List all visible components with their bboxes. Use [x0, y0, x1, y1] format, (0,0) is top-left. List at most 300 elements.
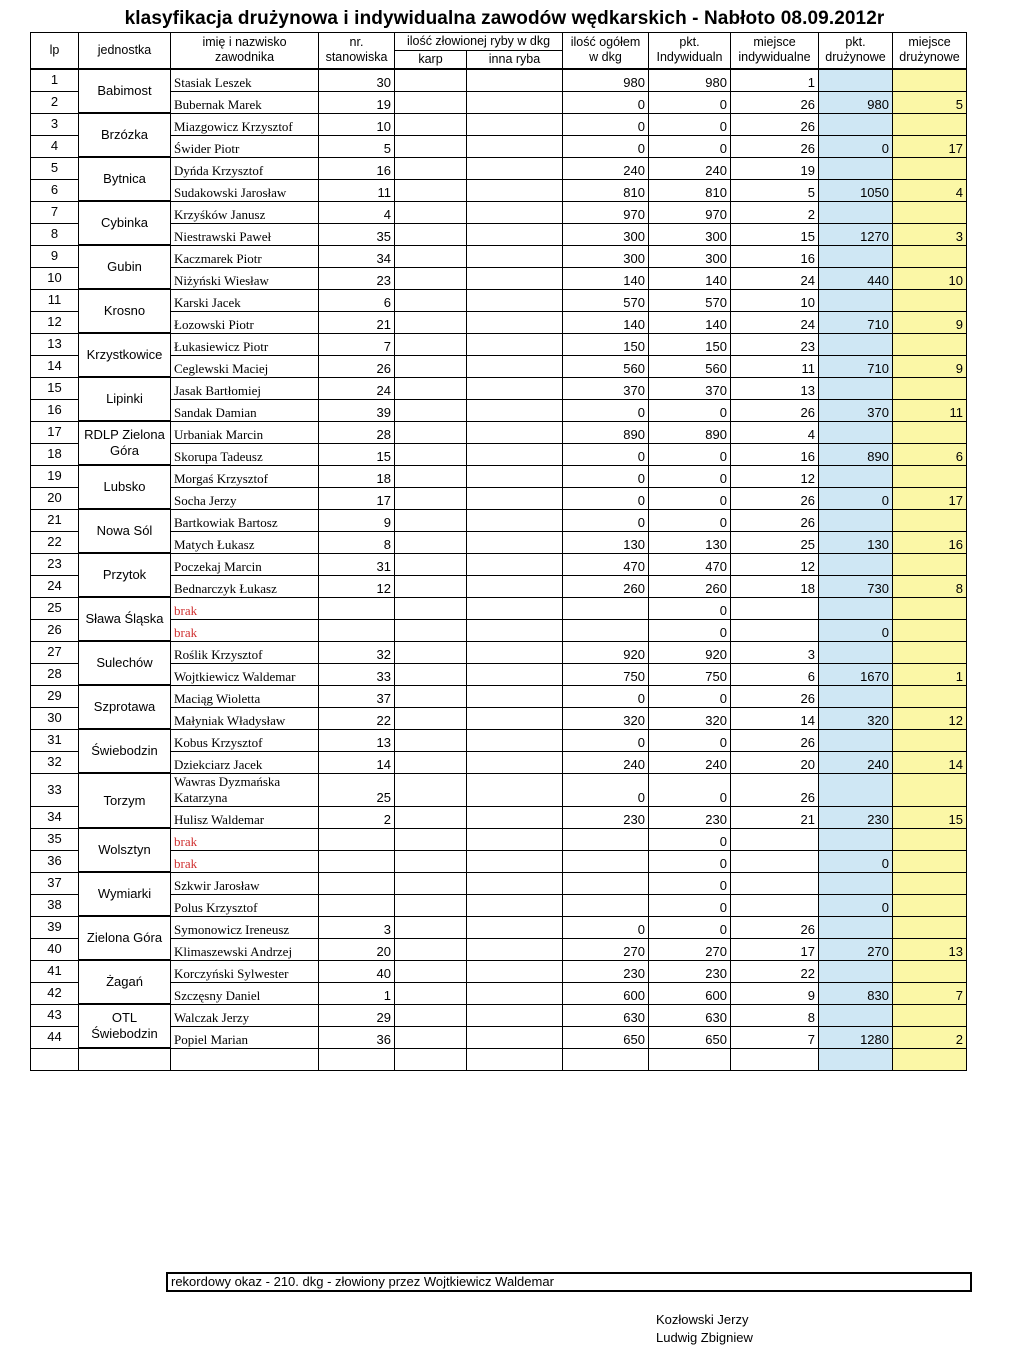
team-points-cell: 370	[819, 399, 893, 421]
team-points-cell: 0	[819, 894, 893, 916]
table-row	[31, 828, 967, 850]
station-cell: 10	[319, 113, 395, 135]
other-fish-cell	[467, 707, 563, 729]
unit-cell: Gubin	[79, 245, 171, 289]
team-points-cell: 320	[819, 707, 893, 729]
other-fish-cell	[467, 663, 563, 685]
team-place-cell	[893, 509, 967, 531]
total-cell: 0	[563, 399, 649, 421]
individual-points-cell: 560	[649, 355, 731, 377]
team-place-cell	[893, 641, 967, 663]
lp-cell: 12	[31, 311, 79, 333]
individual-points-cell: 630	[649, 1004, 731, 1026]
other-fish-cell	[467, 619, 563, 641]
individual-points-cell: 240	[649, 157, 731, 179]
total-cell: 140	[563, 267, 649, 289]
carp-cell	[395, 806, 467, 828]
unit-cell: Sulechów	[79, 641, 171, 685]
lp-cell: 11	[31, 289, 79, 311]
other-fish-cell	[467, 894, 563, 916]
other-fish-cell	[467, 399, 563, 421]
header-individual-place: miejsce indywidualne	[731, 33, 819, 69]
lp-cell: 16	[31, 399, 79, 421]
other-fish-cell	[467, 311, 563, 333]
competitor-name: Kobus Krzysztof	[171, 729, 319, 751]
other-fish-cell	[467, 157, 563, 179]
individual-place-cell: 26	[731, 91, 819, 113]
lp-cell: 3	[31, 113, 79, 135]
individual-place-cell: 3	[731, 641, 819, 663]
unit-cell: Bytnica	[79, 157, 171, 201]
station-cell: 26	[319, 355, 395, 377]
team-points-cell: 890	[819, 443, 893, 465]
total-cell: 0	[563, 113, 649, 135]
carp-cell	[395, 289, 467, 311]
competitor-name: Szczęsny Daniel	[171, 982, 319, 1004]
competitor-name: Wojtkiewicz Waldemar	[171, 663, 319, 685]
other-fish-cell	[467, 641, 563, 663]
total-cell: 230	[563, 806, 649, 828]
competitor-name: Łozowski Piotr	[171, 311, 319, 333]
lp-cell: 13	[31, 333, 79, 355]
unit-cell: Sława Śląska	[79, 597, 171, 641]
station-cell: 40	[319, 960, 395, 982]
total-cell	[563, 850, 649, 872]
team-place-cell	[893, 113, 967, 135]
header-carp: karp	[395, 51, 467, 69]
carp-cell	[395, 773, 467, 806]
lp-cell: 29	[31, 685, 79, 707]
empty-cell	[31, 1048, 79, 1071]
other-fish-cell	[467, 509, 563, 531]
table-row	[31, 465, 967, 487]
individual-points-cell: 810	[649, 179, 731, 201]
competitor-name: Kaczmarek Piotr	[171, 245, 319, 267]
competitor-name: Bednarczyk Łukasz	[171, 575, 319, 597]
lp-cell: 40	[31, 938, 79, 960]
carp-cell	[395, 1004, 467, 1026]
station-cell: 6	[319, 289, 395, 311]
team-points-cell	[819, 201, 893, 223]
individual-place-cell: 20	[731, 751, 819, 773]
carp-cell	[395, 135, 467, 157]
lp-cell: 26	[31, 619, 79, 641]
team-points-cell: 0	[819, 135, 893, 157]
competitor-name: brak	[171, 597, 319, 619]
station-cell: 20	[319, 938, 395, 960]
team-points-cell	[819, 872, 893, 894]
total-cell: 150	[563, 333, 649, 355]
carp-cell	[395, 1026, 467, 1048]
individual-place-cell: 2	[731, 201, 819, 223]
competitor-name: Jasak Bartłomiej	[171, 377, 319, 399]
total-cell: 570	[563, 289, 649, 311]
individual-place-cell: 26	[731, 135, 819, 157]
carp-cell	[395, 575, 467, 597]
lp-cell: 17	[31, 421, 79, 443]
lp-cell: 43	[31, 1004, 79, 1026]
table-row	[31, 575, 967, 597]
table-row	[31, 289, 967, 311]
header-other-fish: inna ryba	[467, 51, 563, 69]
other-fish-cell	[467, 773, 563, 806]
individual-points-cell: 920	[649, 641, 731, 663]
lp-cell: 24	[31, 575, 79, 597]
other-fish-cell	[467, 377, 563, 399]
individual-place-cell: 26	[731, 729, 819, 751]
competitor-name: Krzyśków Janusz	[171, 201, 319, 223]
lp-cell: 33	[31, 773, 79, 806]
individual-place-cell: 16	[731, 443, 819, 465]
individual-place-cell: 26	[731, 113, 819, 135]
carp-cell	[395, 641, 467, 663]
team-place-cell	[893, 333, 967, 355]
table-row	[31, 399, 967, 421]
station-cell: 30	[319, 69, 395, 92]
competitor-name: Popiel Marian	[171, 1026, 319, 1048]
table-row	[31, 641, 967, 663]
other-fish-cell	[467, 916, 563, 938]
station-cell: 9	[319, 509, 395, 531]
individual-place-cell: 26	[731, 685, 819, 707]
total-cell	[563, 597, 649, 619]
individual-points-cell: 240	[649, 751, 731, 773]
total-cell: 0	[563, 487, 649, 509]
other-fish-cell	[467, 245, 563, 267]
table-row	[31, 597, 967, 619]
individual-points-cell: 0	[649, 487, 731, 509]
competitor-name: Miazgowicz Krzysztof	[171, 113, 319, 135]
team-points-cell	[819, 773, 893, 806]
unit-cell: OTL Świebodzin	[79, 1004, 171, 1048]
competitor-name: Dziekciarz Jacek	[171, 751, 319, 773]
other-fish-cell	[467, 135, 563, 157]
other-fish-cell	[467, 487, 563, 509]
carp-cell	[395, 850, 467, 872]
individual-points-cell: 980	[649, 69, 731, 92]
unit-cell: Torzym	[79, 773, 171, 828]
table-row	[31, 1026, 967, 1048]
other-fish-cell	[467, 91, 563, 113]
other-fish-cell	[467, 531, 563, 553]
competitor-name: Karski Jacek	[171, 289, 319, 311]
individual-place-cell: 13	[731, 377, 819, 399]
individual-points-cell: 0	[649, 685, 731, 707]
carp-cell	[395, 894, 467, 916]
lp-cell: 2	[31, 91, 79, 113]
table-row	[31, 872, 967, 894]
lp-cell: 36	[31, 850, 79, 872]
team-place-cell	[893, 916, 967, 938]
lp-cell: 7	[31, 201, 79, 223]
competitor-name: Poczekaj Marcin	[171, 553, 319, 575]
lp-cell: 44	[31, 1026, 79, 1048]
table-row	[31, 751, 967, 773]
table-row	[31, 201, 967, 223]
team-place-cell: 12	[893, 707, 967, 729]
table-row	[31, 311, 967, 333]
competitor-name: Morgaś Krzysztof	[171, 465, 319, 487]
competitor-name: Małyniak Władysław	[171, 707, 319, 729]
individual-points-cell: 0	[649, 850, 731, 872]
team-points-cell: 1670	[819, 663, 893, 685]
team-place-cell: 4	[893, 179, 967, 201]
station-cell: 11	[319, 179, 395, 201]
individual-points-cell: 0	[649, 597, 731, 619]
individual-place-cell: 7	[731, 1026, 819, 1048]
table-row	[31, 685, 967, 707]
team-place-cell	[893, 872, 967, 894]
other-fish-cell	[467, 289, 563, 311]
unit-cell: Przytok	[79, 553, 171, 597]
team-points-cell	[819, 245, 893, 267]
header-name: imię i nazwisko zawodnika	[171, 33, 319, 69]
total-cell: 980	[563, 69, 649, 92]
individual-place-cell: 11	[731, 355, 819, 377]
carp-cell	[395, 443, 467, 465]
lp-cell: 5	[31, 157, 79, 179]
total-cell: 300	[563, 245, 649, 267]
individual-place-cell: 9	[731, 982, 819, 1004]
competitor-name: Polus Krzysztof	[171, 894, 319, 916]
lp-cell: 30	[31, 707, 79, 729]
team-place-cell: 9	[893, 355, 967, 377]
unit-cell: Zielona Góra	[79, 916, 171, 960]
individual-place-cell: 6	[731, 663, 819, 685]
individual-points-cell: 650	[649, 1026, 731, 1048]
lp-cell: 42	[31, 982, 79, 1004]
document-title: klasyfikacja drużynowa i indywidualna zawodów wędkarskich - Nabłoto 08.09.2012r	[124, 8, 885, 29]
competitor-name: Roślik Krzysztof	[171, 641, 319, 663]
station-cell: 39	[319, 399, 395, 421]
lp-cell: 9	[31, 245, 79, 267]
team-place-cell: 13	[893, 938, 967, 960]
station-cell: 19	[319, 91, 395, 113]
individual-place-cell: 23	[731, 333, 819, 355]
station-cell: 34	[319, 245, 395, 267]
team-points-cell	[819, 729, 893, 751]
team-place-cell	[893, 377, 967, 399]
carp-cell	[395, 465, 467, 487]
lp-cell: 14	[31, 355, 79, 377]
table-row	[31, 938, 967, 960]
individual-place-cell: 18	[731, 575, 819, 597]
station-cell: 21	[319, 311, 395, 333]
carp-cell	[395, 729, 467, 751]
total-cell	[563, 894, 649, 916]
total-cell: 260	[563, 575, 649, 597]
individual-place-cell: 24	[731, 267, 819, 289]
lp-cell: 8	[31, 223, 79, 245]
other-fish-cell	[467, 201, 563, 223]
individual-points-cell: 0	[649, 619, 731, 641]
carp-cell	[395, 531, 467, 553]
other-fish-cell	[467, 421, 563, 443]
other-fish-cell	[467, 333, 563, 355]
team-place-cell: 7	[893, 982, 967, 1004]
results-table	[30, 32, 967, 1071]
individual-points-cell: 0	[649, 773, 731, 806]
lp-cell: 34	[31, 806, 79, 828]
team-place-cell	[893, 597, 967, 619]
carp-cell	[395, 333, 467, 355]
other-fish-cell	[467, 982, 563, 1004]
total-cell	[563, 828, 649, 850]
other-fish-cell	[467, 179, 563, 201]
table-row	[31, 135, 967, 157]
team-place-cell	[893, 729, 967, 751]
header-lp: lp	[31, 33, 79, 69]
individual-place-cell	[731, 872, 819, 894]
individual-points-cell: 750	[649, 663, 731, 685]
individual-points-cell: 0	[649, 894, 731, 916]
individual-points-cell: 0	[649, 135, 731, 157]
competitor-name: Bartkowiak Bartosz	[171, 509, 319, 531]
competitor-name: Socha Jerzy	[171, 487, 319, 509]
unit-cell: RDLP Zielona Góra	[79, 421, 171, 465]
team-place-cell: 14	[893, 751, 967, 773]
individual-place-cell: 8	[731, 1004, 819, 1026]
table-row	[31, 69, 967, 92]
individual-points-cell: 600	[649, 982, 731, 1004]
competitor-name: Stasiak Leszek	[171, 69, 319, 92]
table-row	[31, 267, 967, 289]
carp-cell	[395, 597, 467, 619]
total-cell: 230	[563, 960, 649, 982]
other-fish-cell	[467, 355, 563, 377]
individual-place-cell: 26	[731, 399, 819, 421]
total-cell: 240	[563, 157, 649, 179]
individual-place-cell: 17	[731, 938, 819, 960]
total-cell: 0	[563, 91, 649, 113]
empty-cell	[319, 1048, 395, 1071]
carp-cell	[395, 223, 467, 245]
results-body	[31, 69, 967, 1071]
lp-cell: 32	[31, 751, 79, 773]
individual-place-cell: 14	[731, 707, 819, 729]
individual-points-cell: 230	[649, 960, 731, 982]
lp-cell: 28	[31, 663, 79, 685]
table-row	[31, 663, 967, 685]
individual-place-cell: 25	[731, 531, 819, 553]
total-cell: 0	[563, 443, 649, 465]
individual-points-cell: 0	[649, 509, 731, 531]
carp-cell	[395, 267, 467, 289]
team-place-cell: 15	[893, 806, 967, 828]
individual-points-cell: 140	[649, 267, 731, 289]
table-row	[31, 509, 967, 531]
header-team-place: miejsce drużynowe	[893, 33, 967, 69]
competitor-name: Łukasiewicz Piotr	[171, 333, 319, 355]
table-row	[31, 245, 967, 267]
team-points-cell	[819, 685, 893, 707]
team-points-cell	[819, 960, 893, 982]
competitor-name: Symonowicz Ireneusz	[171, 916, 319, 938]
competitor-name: Maciąg Wioletta	[171, 685, 319, 707]
team-points-cell: 0	[819, 487, 893, 509]
individual-points-cell: 0	[649, 828, 731, 850]
competitor-name: Bubernak Marek	[171, 91, 319, 113]
competitor-name: Urbaniak Marcin	[171, 421, 319, 443]
carp-cell	[395, 245, 467, 267]
empty-row	[31, 1048, 967, 1071]
table-row	[31, 729, 967, 751]
team-points-cell	[819, 333, 893, 355]
team-place-cell	[893, 201, 967, 223]
header-individual-points: pkt. Indywidualn	[649, 33, 731, 69]
station-cell: 22	[319, 707, 395, 729]
team-points-cell: 730	[819, 575, 893, 597]
competitor-name: Skorupa Tadeusz	[171, 443, 319, 465]
carp-cell	[395, 421, 467, 443]
carp-cell	[395, 179, 467, 201]
empty-cell	[79, 1048, 171, 1071]
competitor-name: Szkwir Jarosław	[171, 872, 319, 894]
other-fish-cell	[467, 960, 563, 982]
table-row	[31, 894, 967, 916]
team-points-cell: 0	[819, 619, 893, 641]
other-fish-cell	[467, 575, 563, 597]
station-cell	[319, 872, 395, 894]
station-cell: 35	[319, 223, 395, 245]
individual-place-cell: 15	[731, 223, 819, 245]
individual-points-cell: 470	[649, 553, 731, 575]
individual-points-cell: 0	[649, 729, 731, 751]
carp-cell	[395, 938, 467, 960]
individual-place-cell: 22	[731, 960, 819, 982]
table-row	[31, 806, 967, 828]
total-cell: 920	[563, 641, 649, 663]
lp-cell: 19	[31, 465, 79, 487]
team-points-cell	[819, 69, 893, 92]
unit-cell: Świebodzin	[79, 729, 171, 773]
team-place-cell	[893, 465, 967, 487]
total-cell: 750	[563, 663, 649, 685]
lp-cell: 10	[31, 267, 79, 289]
team-points-cell	[819, 509, 893, 531]
total-cell: 0	[563, 509, 649, 531]
other-fish-cell	[467, 850, 563, 872]
other-fish-cell	[467, 465, 563, 487]
team-points-cell	[819, 421, 893, 443]
team-points-cell: 710	[819, 355, 893, 377]
individual-place-cell	[731, 597, 819, 619]
lp-cell: 21	[31, 509, 79, 531]
carp-cell	[395, 399, 467, 421]
competitor-name: brak	[171, 619, 319, 641]
station-cell: 17	[319, 487, 395, 509]
team-points-cell: 1270	[819, 223, 893, 245]
lp-cell: 39	[31, 916, 79, 938]
station-cell: 31	[319, 553, 395, 575]
competitor-name: Korczyński Sylwester	[171, 960, 319, 982]
total-cell: 890	[563, 421, 649, 443]
carp-cell	[395, 960, 467, 982]
other-fish-cell	[467, 806, 563, 828]
team-place-cell: 11	[893, 399, 967, 421]
individual-points-cell: 970	[649, 201, 731, 223]
total-cell	[563, 619, 649, 641]
carp-cell	[395, 872, 467, 894]
other-fish-cell	[467, 828, 563, 850]
carp-cell	[395, 377, 467, 399]
carp-cell	[395, 91, 467, 113]
header-unit: jednostka	[79, 33, 171, 69]
station-cell: 8	[319, 531, 395, 553]
table-row	[31, 179, 967, 201]
signature-1: Kozłowski Jerzy	[656, 1312, 749, 1327]
table-row	[31, 487, 967, 509]
